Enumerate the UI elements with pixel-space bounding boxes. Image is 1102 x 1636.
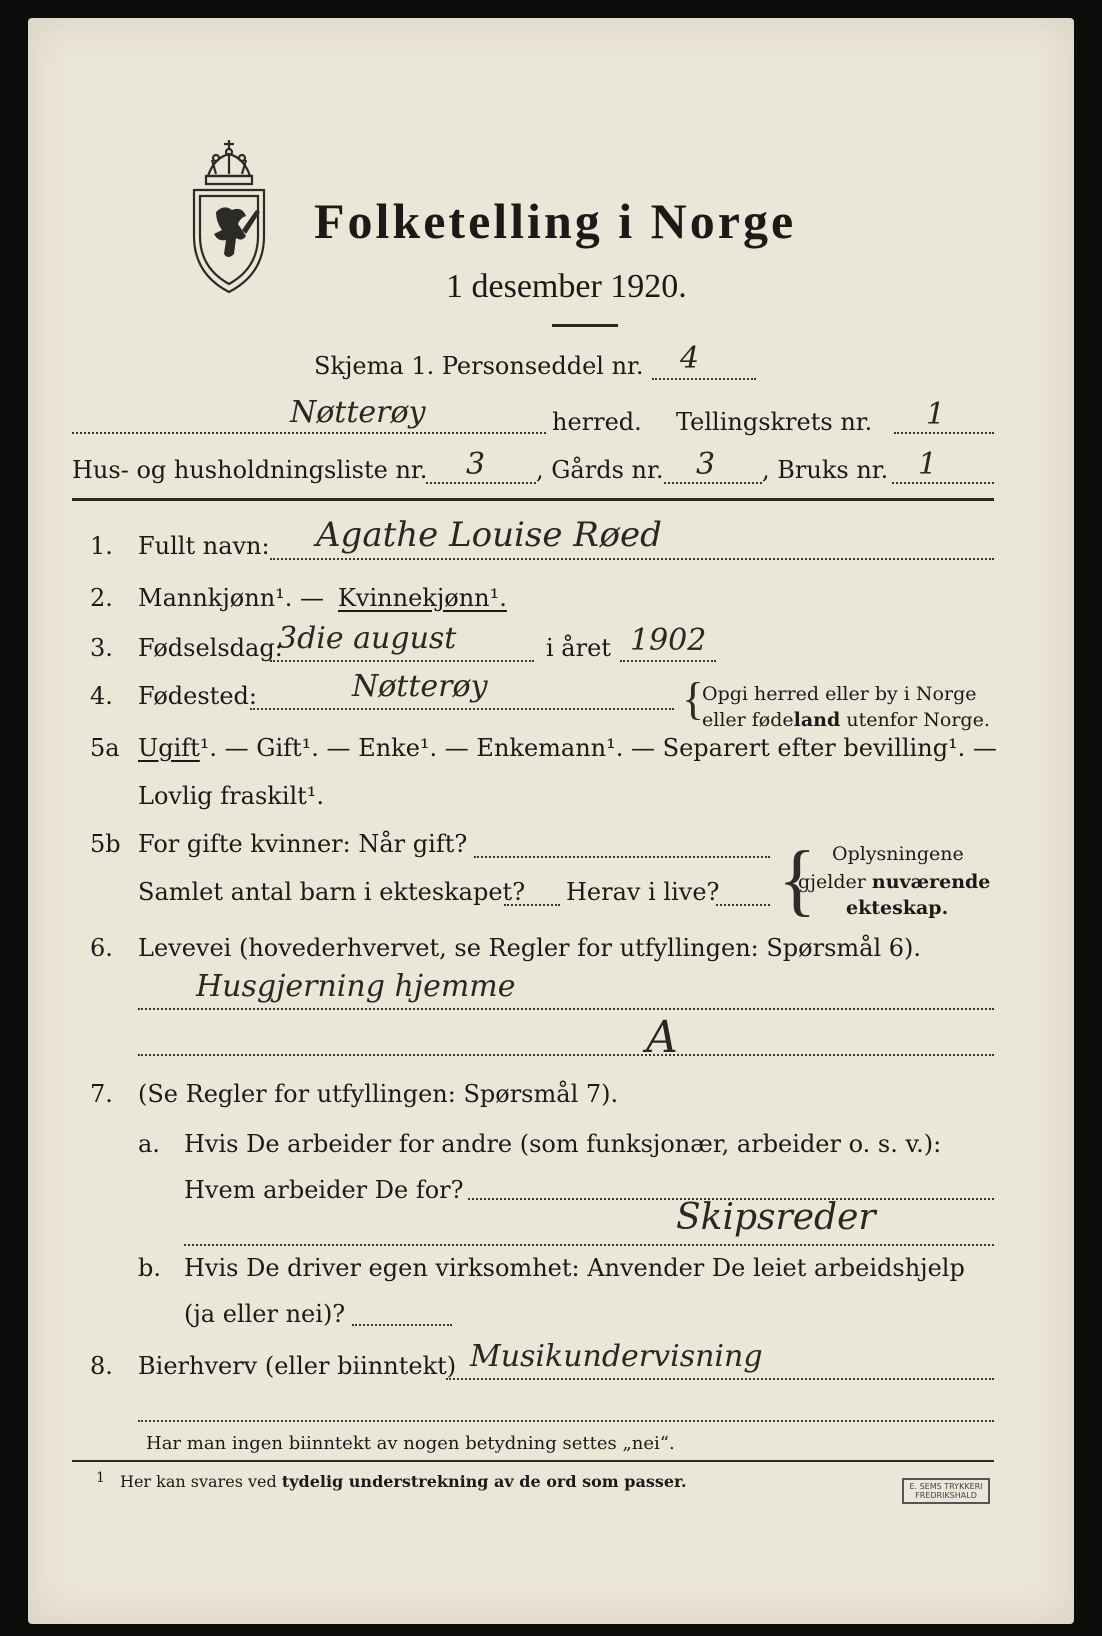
q4-line bbox=[250, 708, 674, 710]
q3-label: Fødselsdag: bbox=[138, 634, 283, 662]
personseddel-line bbox=[652, 378, 756, 380]
q3-year-line bbox=[620, 660, 716, 662]
q8-note: Har man ingen biinntekt av nogen betydning settes „nei“. bbox=[146, 1433, 675, 1454]
herred-value: Nøtterøy bbox=[290, 395, 426, 430]
q5a-line2: Lovlig fraskilt¹. bbox=[138, 782, 325, 810]
q4-label: Fødested: bbox=[138, 682, 257, 710]
q7a-number: a. bbox=[138, 1130, 160, 1158]
q6-label: Levevei (hovederhvervet, se Regler for utfyllingen: Spørsmål 6). bbox=[138, 934, 922, 962]
q3-year-label: i året bbox=[546, 634, 611, 662]
footnote-mark: 1 bbox=[96, 1470, 105, 1486]
q2-number: 2. bbox=[90, 584, 113, 612]
gards-label: , Gårds nr. bbox=[536, 456, 664, 484]
form-title: Folketelling i Norge bbox=[314, 193, 797, 249]
gards-line bbox=[664, 482, 762, 484]
q3-birthday-value: 3die august bbox=[278, 621, 457, 656]
q5b-note2 bbox=[798, 870, 990, 894]
schema-label: Skjema 1. Personseddel nr. bbox=[314, 352, 644, 380]
q7b-line2: (ja eller nei)? bbox=[184, 1300, 346, 1328]
q4-birthplace-value: Nøtterøy bbox=[352, 669, 488, 704]
q5b-line1: For gifte kvinner: Når gift? bbox=[138, 830, 468, 858]
q5a-number: 5a bbox=[90, 734, 120, 762]
q1-line bbox=[270, 558, 994, 560]
q7a-employer-value: Skipsreder bbox=[676, 1197, 876, 1238]
q4-note-line2-c: utenfor Norge. bbox=[840, 709, 990, 731]
q4-note-line1: Opgi herred eller by i Norge bbox=[702, 683, 977, 705]
q7a-line1: Hvis De arbeider for andre (som funksjonær, arbeider o. s. v.): bbox=[184, 1130, 942, 1158]
census-form-page bbox=[28, 18, 1074, 1624]
q5b-married-line bbox=[474, 856, 770, 858]
q2-female-option: Kvinnekjønn¹. bbox=[338, 584, 507, 612]
herred-line bbox=[72, 432, 546, 434]
q3-day-line bbox=[270, 660, 534, 662]
tellingskrets-label: Tellingskrets nr. bbox=[676, 408, 873, 436]
bruks-line bbox=[892, 482, 994, 484]
q7b-line1: Hvis De driver egen virksomhet: Anvender De leiet arbeidshjelp bbox=[184, 1254, 965, 1282]
q5b-line2b: Herav i live? bbox=[566, 878, 720, 906]
q6-mark: A bbox=[646, 1012, 678, 1063]
gards-value: 3 bbox=[696, 447, 716, 482]
q4-note-brace: { bbox=[682, 673, 705, 724]
q8-label: Bierhverv (eller biinntekt) bbox=[138, 1352, 457, 1380]
q5b-note2-b: nuværende bbox=[871, 871, 991, 893]
q5b-note2-a: gjelder bbox=[798, 871, 872, 893]
q5b-note-brace: { bbox=[778, 836, 817, 924]
footnote-text-b: tydelig understrekning av de ord som passer. bbox=[281, 1472, 687, 1491]
q4-note-line2-b: land bbox=[793, 709, 841, 731]
tellingskrets-value: 1 bbox=[926, 397, 946, 432]
husholdningsliste-label: Hus- og husholdningsliste nr. bbox=[72, 456, 428, 484]
q6-line2 bbox=[138, 1054, 994, 1056]
q8-side-income-value: Musikundervisning bbox=[470, 1339, 763, 1374]
tellingskrets-line bbox=[894, 432, 994, 434]
q8-number: 8. bbox=[90, 1352, 113, 1380]
title-divider bbox=[552, 324, 618, 327]
q5b-line2a: Samlet antal barn i ekteskapet? bbox=[138, 878, 526, 906]
q4-number: 4. bbox=[90, 682, 113, 710]
q5b-children-line bbox=[504, 904, 560, 906]
q3-year-value: 1902 bbox=[630, 623, 707, 658]
q5b-number: 5b bbox=[90, 830, 121, 858]
q8-line1 bbox=[446, 1378, 994, 1380]
q1-number: 1. bbox=[90, 532, 113, 560]
q1-label: Fullt navn: bbox=[138, 532, 270, 560]
q7b-number: b. bbox=[138, 1254, 161, 1282]
q5a-ugift-option: Ugift bbox=[138, 734, 200, 762]
husholdningsliste-value: 3 bbox=[466, 447, 486, 482]
q6-line1 bbox=[138, 1008, 994, 1010]
q2-male-option: Mannkjønn¹. — bbox=[138, 584, 325, 612]
q5b-note1: Oplysningene bbox=[832, 843, 964, 865]
herred-label: herred. bbox=[552, 408, 642, 436]
footnote-text-a: Her kan svares ved bbox=[120, 1472, 282, 1491]
q7-number: 7. bbox=[90, 1080, 113, 1108]
norwegian-coat-of-arms-icon bbox=[186, 136, 272, 296]
q7a-line-extra bbox=[184, 1244, 994, 1246]
footnote-text bbox=[120, 1470, 687, 1494]
q5a-other-options: ¹. — Gift¹. — Enke¹. — Enkemann¹. — Separert efter bevilling¹. — bbox=[199, 734, 997, 762]
q6-number: 6. bbox=[90, 934, 113, 962]
husholdningsliste-line bbox=[426, 482, 536, 484]
bruks-label: , Bruks nr. bbox=[762, 456, 889, 484]
q3-number: 3. bbox=[90, 634, 113, 662]
bruks-value: 1 bbox=[918, 447, 938, 482]
printer-stamp: E. SEMS TRYKKERI FREDRIKSHALD bbox=[902, 1478, 990, 1504]
personseddel-value: 4 bbox=[680, 341, 700, 376]
q7-label: (Se Regler for utfyllingen: Spørsmål 7). bbox=[138, 1080, 619, 1108]
q6-occupation-value: Husgjerning hjemme bbox=[196, 969, 516, 1004]
q5b-note3 bbox=[846, 896, 948, 920]
q5a-options bbox=[138, 734, 997, 762]
q4-note-line2-a: eller føde bbox=[702, 709, 794, 731]
header-divider bbox=[72, 498, 994, 501]
census-date: 1 desember 1920. bbox=[446, 268, 687, 305]
q8-line2 bbox=[138, 1420, 994, 1422]
q5b-note3-bold: ekteskap. bbox=[846, 897, 949, 919]
q4-note-line2 bbox=[702, 708, 990, 732]
q7a-line2: Hvem arbeider De for? bbox=[184, 1176, 464, 1204]
q5b-alive-line bbox=[716, 904, 770, 906]
q7b-line bbox=[352, 1324, 452, 1326]
q1-full-name-value: Agathe Louise Røed bbox=[316, 515, 662, 555]
footnote-divider bbox=[72, 1460, 994, 1462]
